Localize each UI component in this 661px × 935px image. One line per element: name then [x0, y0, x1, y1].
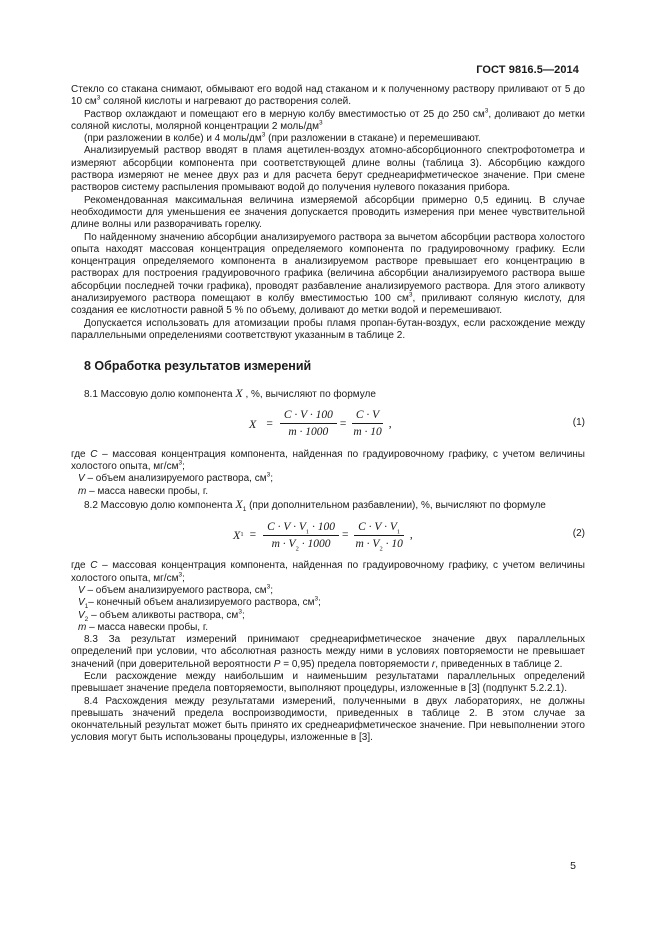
- paragraph: Раствор охлаждают и помещают его в мерную колбу вместимостью от 25 до 250 $см^3$, доливают до метки соляной кислоты, молярной концентрации 2 моль/$дм^3$: [71, 107, 586, 132]
- clause-8-3: 8.3 За результат измерений принимают среднеарифметическое значение двух параллельных определений при условии, что абсолютная разность между ними в условиях повторяемости не превышает значений (при доверительной вероятности P = 0,95) предела повторяемости r, приведенных в таблице 2.: [71, 634, 585, 670]
- paragraph: По найденному значению абсорбции анализируемого раствора за вычетом абсорбции раствора холостого опыта находят массовая концентрация определяемого компонента по градуировочному графику. Если концентрация определяемого компонента в анализируемом растворе превышает его концентрацию в растворах для построения градуировочного графика (величина абсорбции анализируемого раствора выше абсорбции последней точки графика), проводят разбавление анализируемого раствора. Для этого аликвоту анализируемого раствора помещают в колбу вместимостью 100 $см^3$, приливают соляную кислоту, для создания ее кислотности равной 5 % по объему, доливают до метки водой и перемешивают.: [71, 231, 586, 317]
- clause-8-1: 8.1 Массовую долю компонента X , %, вычисляют по формуле: [84, 385, 376, 400]
- document-id: ГОСТ 9816.5—2014: [476, 64, 579, 76]
- formula-2: X 1 = $\frac{C \cdot V \cdot V_1 \cdot 100}{m \cdot V_2 \cdot 1000}$ = $\frac{C \cdot V \cdot V_1}{m \cdot V_2 \cdot 10}$ , (2): [233, 520, 585, 553]
- where-v: V – объем анализируемого раствора, $см^3$;: [78, 583, 273, 596]
- document-body: [71, 84, 585, 745]
- page-number: 5: [570, 860, 576, 872]
- formula-1: X = $\frac{C \cdot V \cdot 100}{m \cdot 1000}$ = $\frac{C \cdot V}{m \cdot 10}$ , (1): [249, 409, 585, 439]
- formula-number: (1): [572, 416, 585, 428]
- clause-8-2: 8.2 Массовую долю компонента $X_1$ (при дополнительном разбавлении), %, вычисляют по формуле: [84, 497, 546, 514]
- where-v1: $V_1-$ конечный объем анализируемого раствора, $см^3$;: [78, 595, 321, 611]
- where-m: m – масса навески пробы, г.: [78, 485, 209, 497]
- paragraph: (при разложении в колбе) и 4 моль/$дм^3$ (при разложении в стакане) и перемешивают.: [84, 131, 481, 145]
- where-c: где C – массовая концентрация компонента, найденная по градуировочному графику, с учетом величины холостого опыта, $мг/см^3$;: [71, 560, 585, 584]
- where-v: V – объем анализируемого раствора, $см^3$;: [78, 472, 273, 485]
- where-m: m – масса навески пробы, г.: [78, 621, 209, 633]
- paragraph: Если расхождение между наибольшим и наименьшим результатами параллельных определений превышает значение предела повторяемости, выполняют процедуры, изложенные в [3] (подпункт 5.2.2.1).: [71, 670, 585, 695]
- formula-number: (2): [572, 528, 585, 540]
- where-v2: $V_2$ – объем аликвоты раствора, $см^3$;: [78, 608, 245, 623]
- section-title: 8 Обработка результатов измерений: [84, 359, 312, 374]
- paragraph: Стекло со стакана снимают, обмывают его водой над стаканом и к полученному раствору приливают от 5 до 10 $см^3$ соляной кислоты и нагревают до растворения солей.: [71, 84, 585, 108]
- where-c: где C – массовая концентрация компонента, найденная по градуировочному графику, с учетом величины холостого опыта, $мг/см^3$;: [71, 448, 585, 473]
- clause-8-4: 8.4 Расхождения между результатами измерений, полученными в двух лабораториях, не должны превышать значений предела воспроизводимости, приведенных в таблице 2. В этом случае за окончательный результат может быть принято их среднеарифметическое значение. При невыполнении этого условия могут быть использованы процедуры, изложенные в [3].: [71, 695, 585, 744]
- paragraph: Рекомендованная максимальная величина измеряемой абсорбции примерно 0,5 единиц. В случае необходимости для уменьшения ее значения допускается проводить измерения при менее чувствительной длине волны или разворачивать горелку.: [71, 194, 585, 231]
- paragraph: Допускается использовать для атомизации пробы пламя пропан-бутан-воздух, если расхождение между параллельными определениями соответствуют указанным в таблице 2.: [71, 317, 585, 341]
- paragraph: Анализируемый раствор вводят в пламя ацетилен-воздух атомно-абсорбционного спектрофотометра и измеряют абсорбции компонента при соответствующей длине волны (таблица 3). Абсорбцию каждого раствора измеряют не менее двух раз и для расчета берут среднеарифметическое значение. При смене растворов систему распыления промывают водой до получения нулевого показания прибора.: [71, 145, 585, 194]
